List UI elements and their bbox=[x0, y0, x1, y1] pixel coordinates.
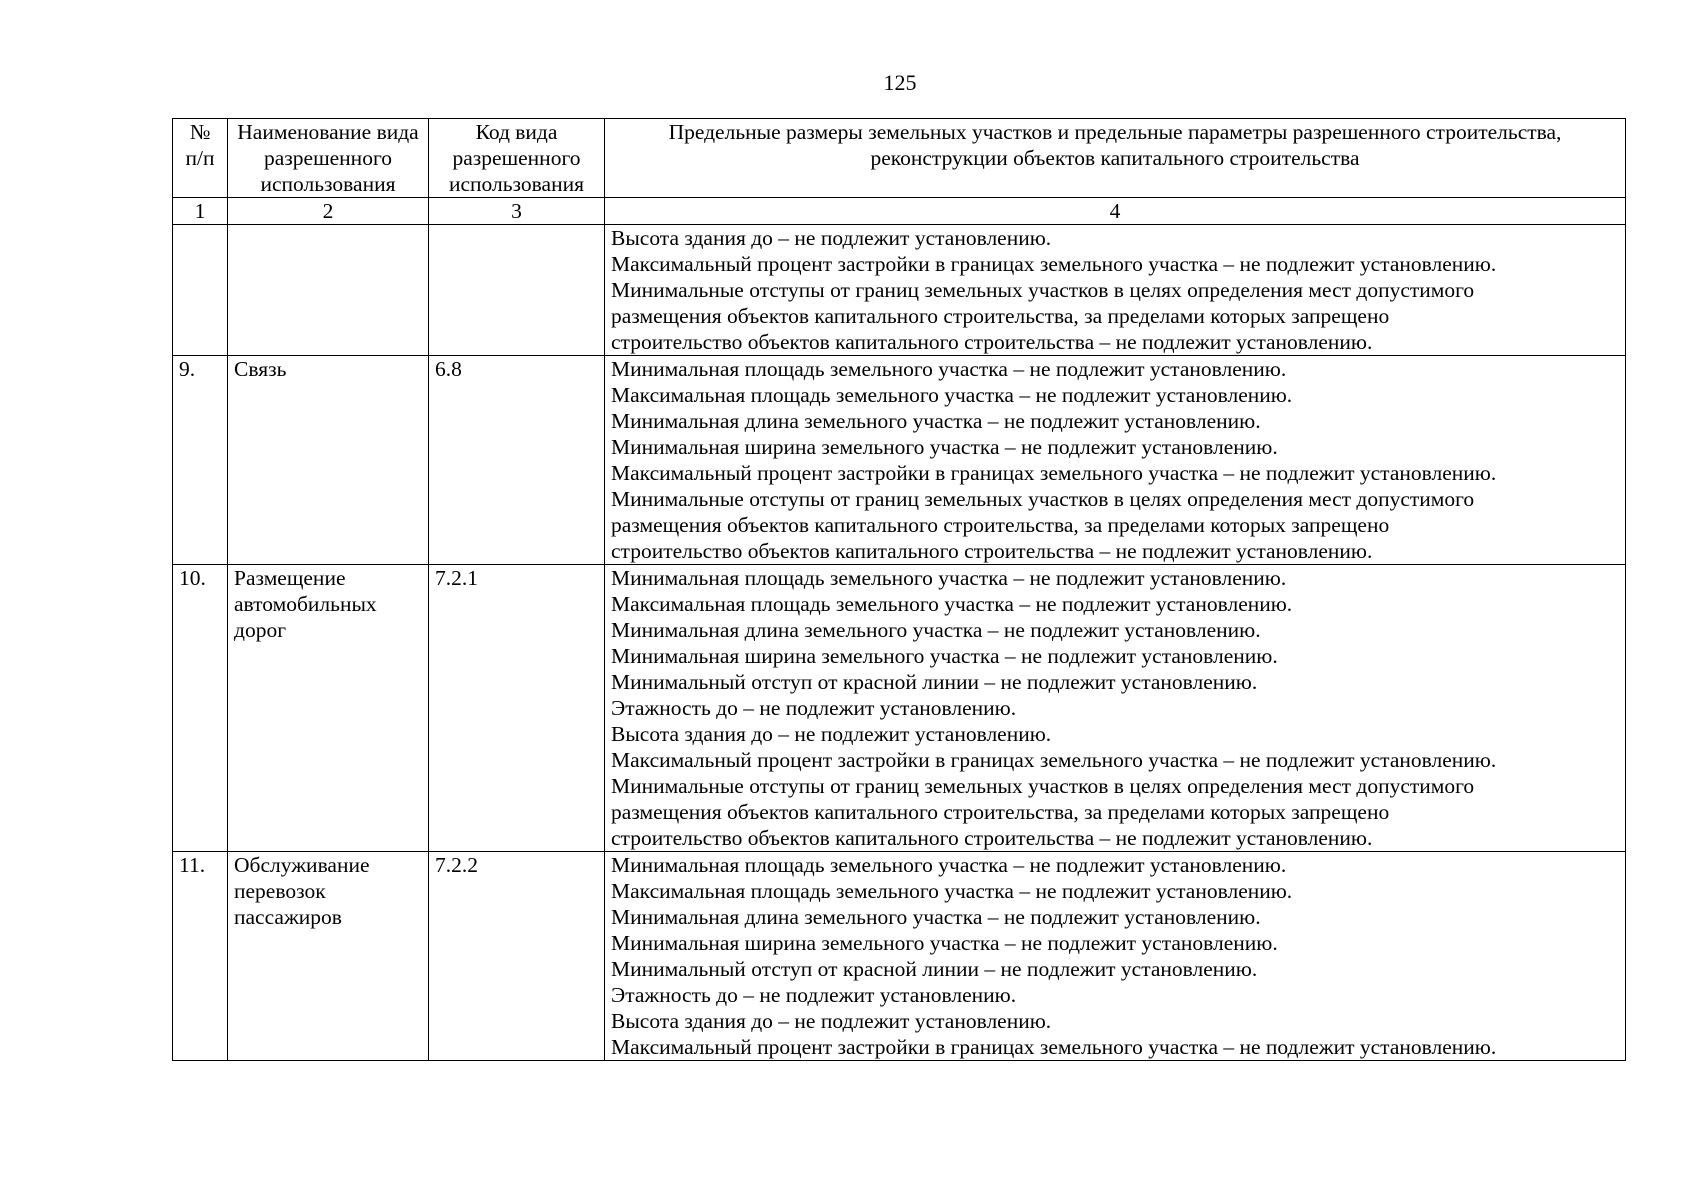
row-use-name: Размещение автомобильных дорог bbox=[228, 565, 429, 852]
parameter-line: Этажность до – не подлежит установлению. bbox=[611, 696, 1017, 720]
row-number: 11. bbox=[173, 852, 228, 1061]
parameter-line: Высота здания до – не подлежит установлению. bbox=[611, 1009, 1052, 1033]
parameter-line: Минимальная длина земельного участка – не подлежит установлению. bbox=[611, 618, 1261, 642]
table-header-row bbox=[173, 119, 1626, 198]
row-use-code: 7.2.2 bbox=[429, 852, 605, 1061]
row-use-code bbox=[429, 225, 605, 356]
table-row bbox=[173, 852, 1626, 1061]
parameter-line: Минимальные отступы от границ земельных участков в целях определения мест допустимого bbox=[611, 774, 1475, 798]
parameter-line: Максимальная площадь земельного участка – не подлежит установлению. bbox=[611, 592, 1293, 616]
parameter-line: Максимальный процент застройки в границах земельного участка – не подлежит установлению. bbox=[611, 252, 1497, 276]
parameter-line: размещения объектов капитального строительства, за пределами которых запрещено bbox=[611, 513, 1390, 537]
row-parameters bbox=[605, 225, 1626, 356]
parameter-line: Высота здания до – не подлежит установлению. bbox=[611, 226, 1052, 250]
parameter-line: Минимальная длина земельного участка – не подлежит установлению. bbox=[611, 905, 1261, 929]
parameter-line: размещения объектов капитального строительства, за пределами которых запрещено bbox=[611, 304, 1390, 328]
row-use-name bbox=[228, 225, 429, 356]
row-parameters bbox=[605, 565, 1626, 852]
parameter-line: Минимальные отступы от границ земельных участков в целях определения мест допустимого bbox=[611, 487, 1475, 511]
parameter-line: Максимальный процент застройки в границах земельного участка – не подлежит установлению. bbox=[611, 748, 1497, 772]
row-use-name: Обслуживание перевозок пассажиров bbox=[228, 852, 429, 1061]
parameter-line: строительство объектов капитального строительства – не подлежит установлению. bbox=[611, 539, 1373, 563]
parameter-line: Максимальный процент застройки в границах земельного участка – не подлежит установлению. bbox=[611, 1035, 1497, 1059]
header-number: № п/п bbox=[173, 119, 228, 198]
parameter-line: Минимальные отступы от границ земельных участков в целях определения мест допустимого bbox=[611, 278, 1475, 302]
header-use-name: Наименование вида разрешенного использования bbox=[228, 119, 429, 198]
page-number: 125 bbox=[883, 70, 917, 95]
table-row bbox=[173, 356, 1626, 565]
row-use-code: 6.8 bbox=[429, 356, 605, 565]
parameter-line: Минимальная площадь земельного участка – не подлежит установлению. bbox=[611, 853, 1287, 877]
table-row bbox=[173, 565, 1626, 852]
parameter-line: Минимальный отступ от красной линии – не подлежит установлению. bbox=[611, 670, 1258, 694]
parameter-line: Минимальный отступ от красной линии – не подлежит установлению. bbox=[611, 957, 1258, 981]
parameter-line: Минимальная площадь земельного участка – не подлежит установлению. bbox=[611, 566, 1287, 590]
parameter-line: Минимальная ширина земельного участка – не подлежит установлению. bbox=[611, 644, 1278, 668]
row-use-name: Связь bbox=[228, 356, 429, 565]
parameter-line: Максимальная площадь земельного участка – не подлежит установлению. bbox=[611, 383, 1293, 407]
row-parameters bbox=[605, 356, 1626, 565]
parameter-line: Максимальная площадь земельного участка – не подлежит установлению. bbox=[611, 879, 1293, 903]
parameter-line: Минимальная ширина земельного участка – не подлежит установлению. bbox=[611, 435, 1278, 459]
row-use-code: 7.2.1 bbox=[429, 565, 605, 852]
parameter-line: Минимальная площадь земельного участка – не подлежит установлению. bbox=[611, 357, 1287, 381]
row-number: 10. bbox=[173, 565, 228, 852]
parameter-line: строительство объектов капитального строительства – не подлежит установлению. bbox=[611, 330, 1373, 354]
row-number bbox=[173, 225, 228, 356]
permitted-use-table bbox=[172, 118, 1626, 1061]
row-number: 9. bbox=[173, 356, 228, 565]
column-number-1: 1 bbox=[173, 198, 228, 225]
column-number-2: 2 bbox=[228, 198, 429, 225]
parameter-line: Этажность до – не подлежит установлению. bbox=[611, 983, 1017, 1007]
parameter-line: Минимальная ширина земельного участка – не подлежит установлению. bbox=[611, 931, 1278, 955]
parameter-line: Минимальная длина земельного участка – не подлежит установлению. bbox=[611, 409, 1261, 433]
column-number-row bbox=[173, 198, 1626, 225]
column-number-4: 4 bbox=[605, 198, 1626, 225]
parameter-line: Максимальный процент застройки в границах земельного участка – не подлежит установлению. bbox=[611, 461, 1497, 485]
row-parameters bbox=[605, 852, 1626, 1061]
table-row bbox=[173, 225, 1626, 356]
parameter-line: строительство объектов капитального строительства – не подлежит установлению. bbox=[611, 826, 1373, 850]
header-parameters: Предельные размеры земельных участков и предельные параметры разрешенного строительства, реконструкции объектов капитального строительства bbox=[605, 119, 1626, 198]
header-use-code: Код вида разрешенного использования bbox=[429, 119, 605, 198]
parameter-line: размещения объектов капитального строительства, за пределами которых запрещено bbox=[611, 800, 1390, 824]
column-number-3: 3 bbox=[429, 198, 605, 225]
parameter-line: Высота здания до – не подлежит установлению. bbox=[611, 722, 1052, 746]
